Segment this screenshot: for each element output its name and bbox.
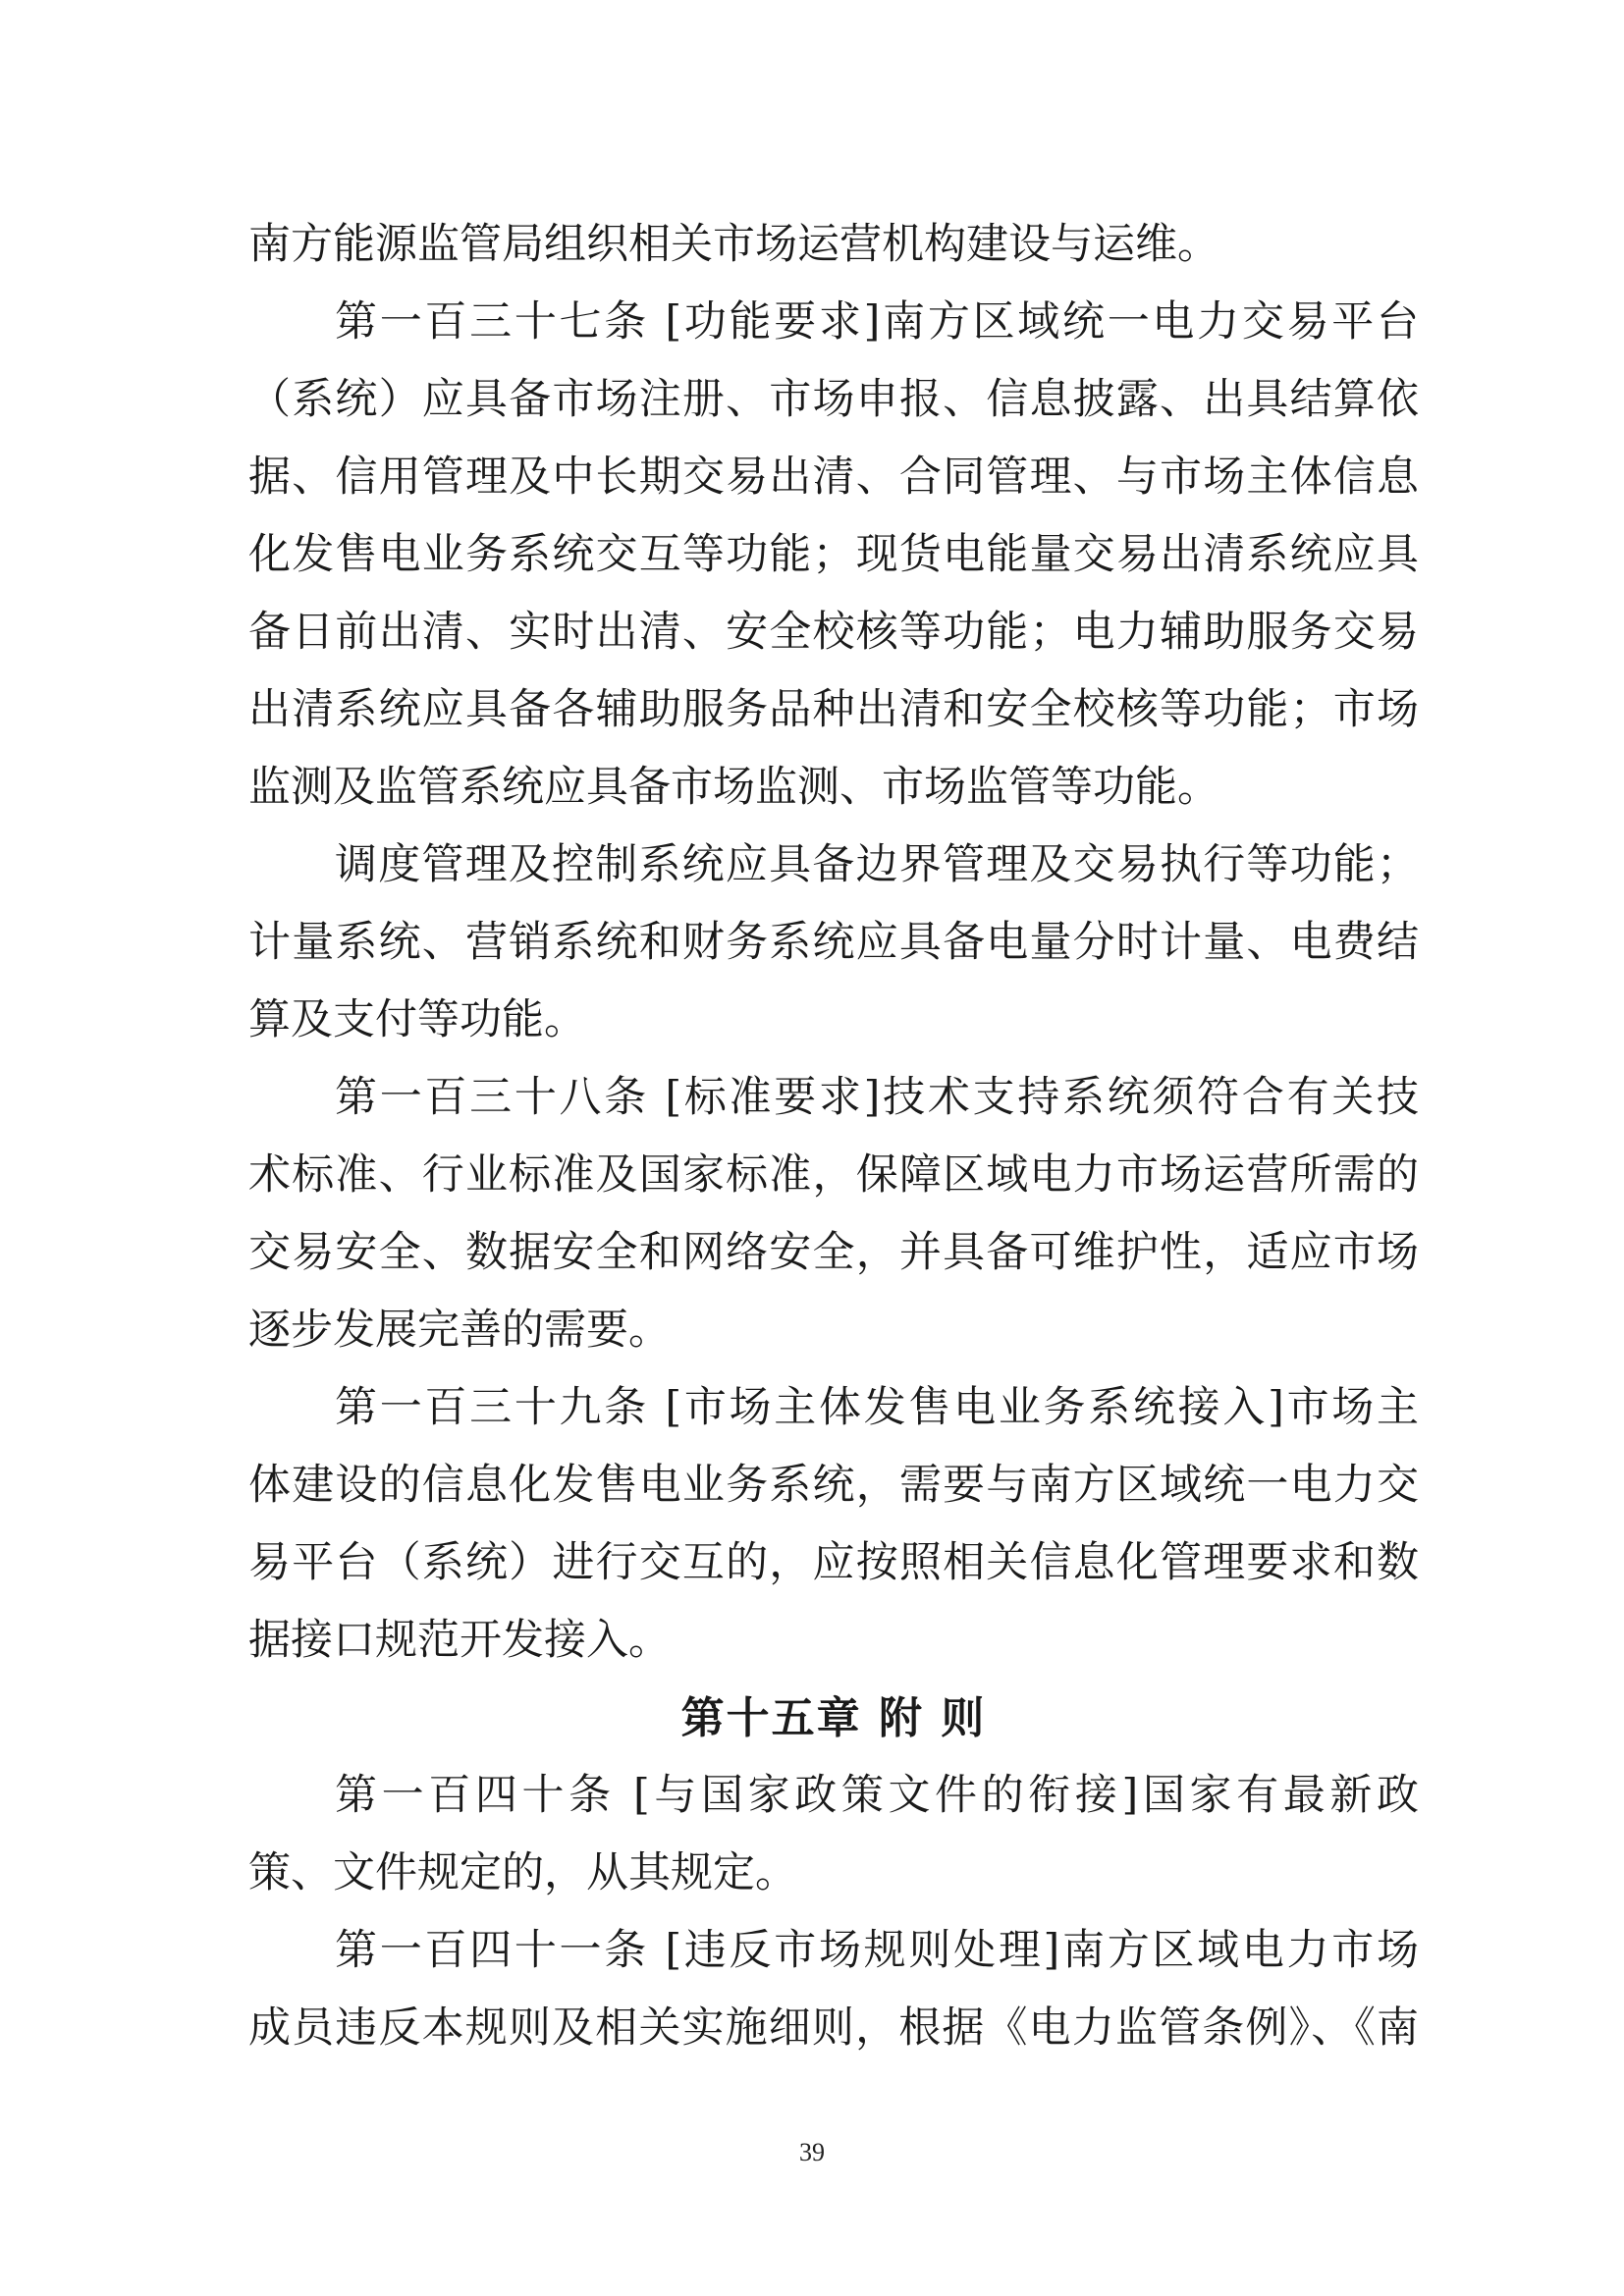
text-line: 算及支付等功能。 — [248, 995, 586, 1044]
text-line: 监测及监管系统应具备市场监测、市场监管等功能。 — [248, 763, 1219, 812]
article-138-heading-line: 第一百三十八条 [标准要求]技术支持系统须符合有关技 — [335, 1073, 1419, 1122]
text-line: 交易安全、数据安全和网络安全，并具备可维护性，适应市场 — [248, 1228, 1419, 1277]
text-line: 备日前出清、实时出清、安全校核等功能；电力辅助服务交易 — [248, 608, 1419, 657]
article-139-heading-line: 第一百三十九条 [市场主体发售电业务系统接入]市场主 — [335, 1383, 1419, 1432]
text-line: 据接口规范开发接入。 — [248, 1616, 671, 1665]
chapter-title: 第十五章 附 则 — [680, 1693, 987, 1743]
text-line: 据、信用管理及中长期交易出清、合同管理、与市场主体信息 — [248, 453, 1419, 502]
text-line: 计量系统、营销系统和财务系统应具备电量分时计量、电费结 — [248, 918, 1419, 967]
text-line: 化发售电业务系统交互等功能；现货电能量交易出清系统应具 — [248, 530, 1419, 579]
article-137-heading-line: 第一百三十七条 [功能要求]南方区域统一电力交易平台 — [335, 297, 1419, 347]
article-140-heading-line: 第一百四十条 [与国家政策文件的衔接]国家有最新政 — [335, 1771, 1419, 1820]
text-line: （系统）应具备市场注册、市场申报、信息披露、出具结算依 — [248, 375, 1419, 424]
article-141-heading-line: 第一百四十一条 [违反市场规则处理]南方区域电力市场 — [335, 1926, 1419, 1975]
paragraph-start-line: 调度管理及控制系统应具备边界管理及交易执行等功能； — [335, 840, 1419, 889]
text-line: 南方能源监管局组织相关市场运营机构建设与运维。 — [248, 220, 1219, 269]
text-line: 出清系统应具备各辅助服务品种出清和安全校核等功能；市场 — [248, 685, 1419, 734]
text-line: 逐步发展完善的需要。 — [248, 1306, 671, 1355]
text-line: 成员违反本规则及相关实施细则，根据《电力监管条例》、《南 — [248, 2003, 1419, 2053]
document-body — [248, 206, 1419, 2067]
page-number: 39 — [799, 2138, 825, 2166]
text-line: 体建设的信息化发售电业务系统，需要与南方区域统一电力交 — [248, 1461, 1419, 1510]
text-line: 术标准、行业标准及国家标准，保障区域电力市场运营所需的 — [248, 1150, 1419, 1200]
text-line: 策、文件规定的，从其规定。 — [248, 1848, 797, 1897]
text-line: 易平台（系统）进行交互的，应按照相关信息化管理要求和数 — [248, 1538, 1419, 1587]
